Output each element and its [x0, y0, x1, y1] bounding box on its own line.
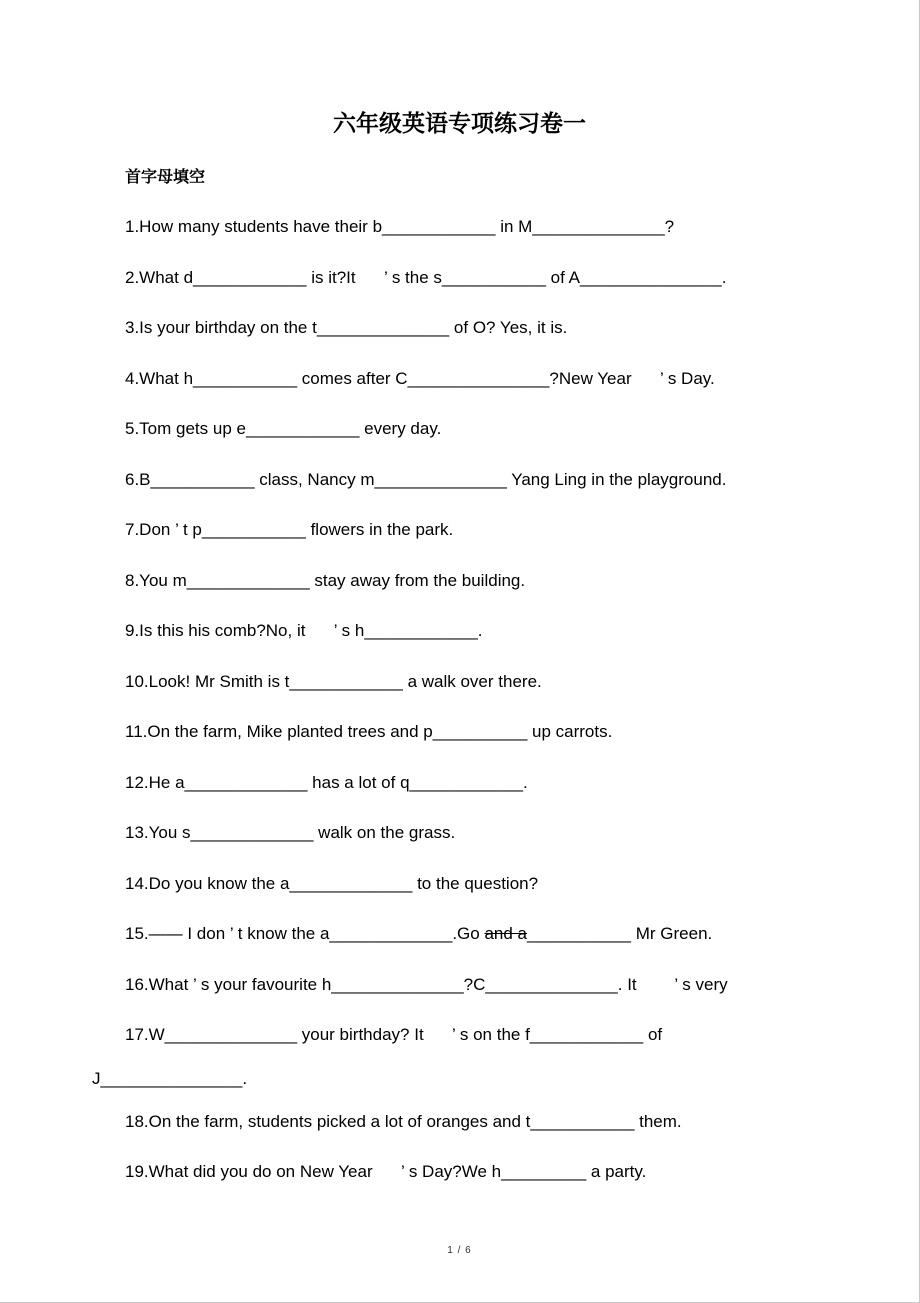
question-line-17: 17.W______________ your birthday? It ’ s on the f____________ of [125, 1025, 663, 1044]
struck-text: and a [484, 924, 528, 943]
question-line-9: 9.Is this his comb?No, it ’ s h____________. [125, 621, 483, 640]
question-line-5: 5.Tom gets up e____________ every day. [125, 419, 442, 438]
section-heading: 首字母填空 [125, 169, 206, 186]
question-line-7: 7.Don ’ t p___________ flowers in the park. [125, 520, 454, 539]
question-line-13: 13.You s_____________ walk on the grass. [125, 823, 456, 842]
question-line-8: 8.You m_____________ stay away from the building. [125, 570, 526, 590]
page-title: 六年级英语专项练习卷一 [333, 110, 586, 136]
question-line-16: 16.What ’ s your favourite h______________?C______________. It ’ s very [125, 974, 728, 994]
question-line-18: 18.On the farm, students picked a lot of oranges and t___________ them. [125, 1111, 682, 1131]
question-text-pre: 15.—— I don ’ t know the a_____________.Go [125, 924, 485, 943]
question-line-11: 11.On the farm, Mike planted trees and p__________ up carrots. [125, 722, 613, 741]
question-text-post: ___________ Mr Green. [527, 924, 713, 943]
question-line-14: 14.Do you know the a_____________ to the question? [125, 873, 539, 893]
question-line-12: 12.He a_____________ has a lot of q____________. [125, 772, 528, 792]
question-line-15 [125, 909, 919, 960]
page-number: 1 / 6 [447, 1245, 472, 1256]
question-line-17-continuation: J_______________. [92, 1068, 248, 1088]
question-line-4: 4.What h___________ comes after C_______________?New Year ’ s Day. [125, 368, 715, 388]
question-line-10: 10.Look! Mr Smith is t____________ a walk over there. [125, 671, 542, 691]
question-line-2: 2.What d____________ is it?It ’ s the s___________ of A_______________. [125, 267, 727, 287]
question-line-1: 1.How many students have their b____________ in M______________? [125, 217, 675, 236]
question-line-3: 3.Is your birthday on the t______________ of O? Yes, it is. [125, 318, 568, 337]
question-line-6: 6.B___________ class, Nancy m______________ Yang Ling in the playground. [125, 469, 727, 489]
question-list [0, 202, 919, 1198]
question-line-19: 19.What did you do on New Year ’ s Day?We h_________ a party. [125, 1162, 647, 1181]
